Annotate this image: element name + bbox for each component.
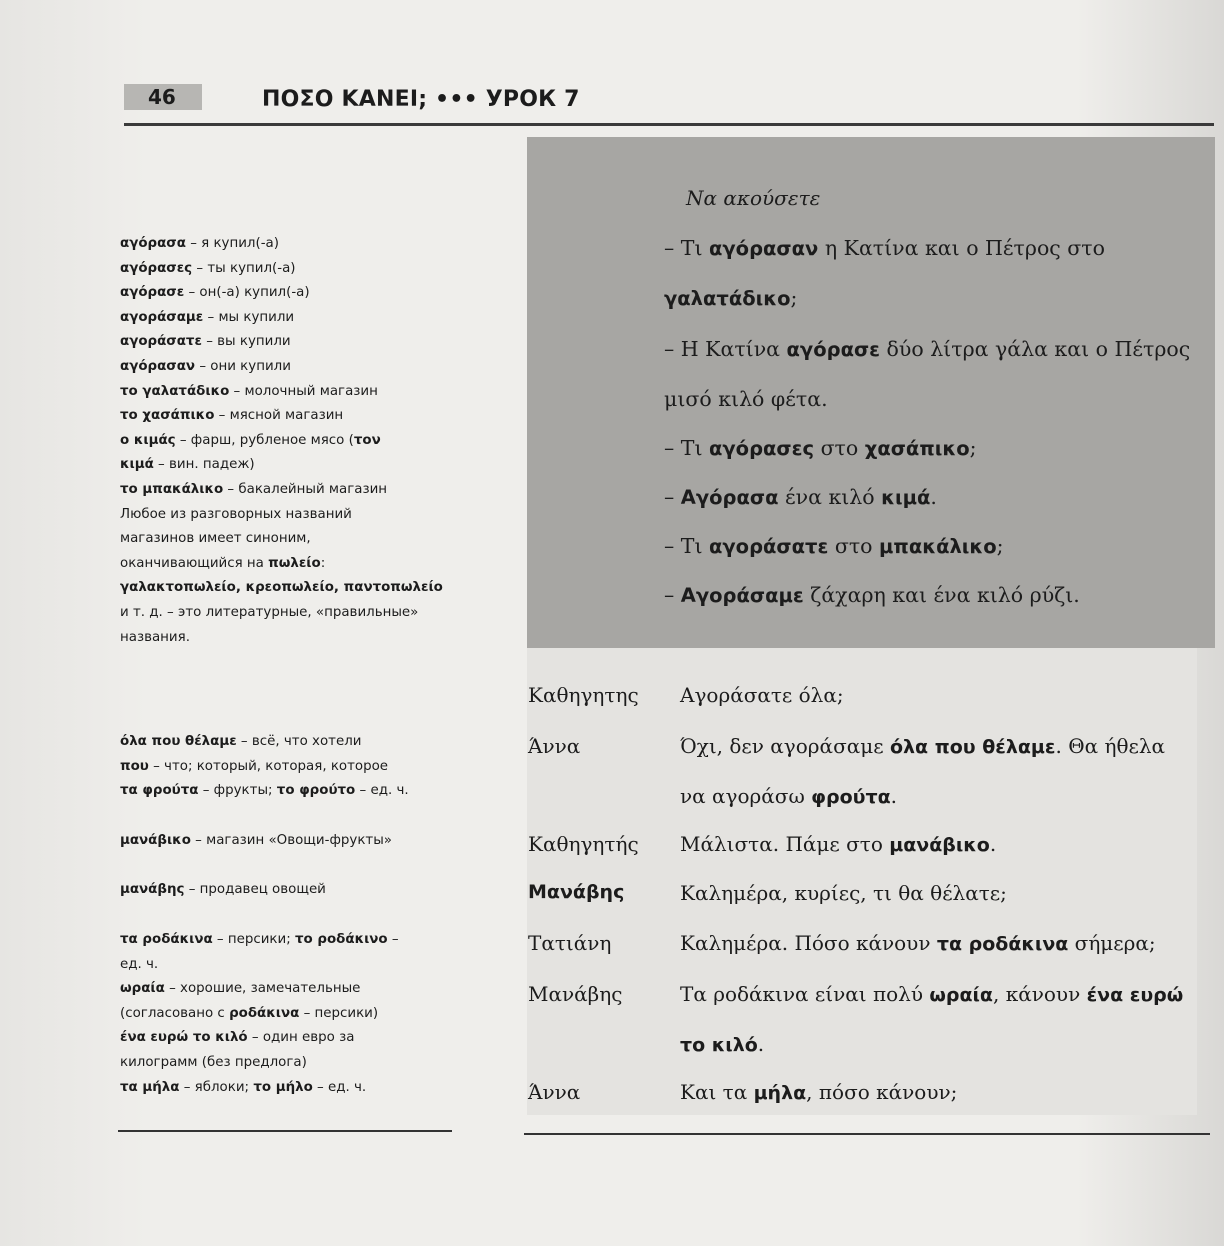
dialogue-line xyxy=(680,734,1165,758)
glossary-entry xyxy=(120,478,460,503)
highlighted-word: αγόρασαν xyxy=(709,237,819,260)
greek-term: μανάβικο xyxy=(120,833,191,848)
listening-line xyxy=(664,485,937,509)
highlighted-word: ωραία xyxy=(929,984,993,1006)
russian-gloss: – один евро за xyxy=(247,1030,355,1046)
greek-term: κιμά xyxy=(120,457,154,473)
greek-term: το ροδάκινο xyxy=(294,932,388,947)
greek-term: αγοράσατε xyxy=(120,334,202,350)
glossary-block-1 xyxy=(120,232,460,650)
russian-gloss: – хорошие, замечательные xyxy=(164,981,361,997)
glossary-entry xyxy=(120,829,460,854)
highlighted-word: Αγοράσαμε xyxy=(680,584,804,607)
glossary-block-4 xyxy=(120,878,460,903)
text-run: ; xyxy=(996,534,1004,558)
highlighted-word: αγόρασε xyxy=(786,338,881,361)
speaker-name: Καθηγητης xyxy=(528,683,639,707)
highlighted-word: όλα που θέλαμε xyxy=(889,736,1056,758)
russian-gloss: – я купил(-а) xyxy=(185,236,279,251)
text-run: ; xyxy=(790,286,798,310)
glossary-entry xyxy=(120,232,460,257)
glossary-entry xyxy=(120,1051,460,1076)
highlighted-word: το κιλό xyxy=(680,1034,758,1056)
greek-term: τα φρούτα xyxy=(120,783,199,799)
speaker-name: Μανάβης xyxy=(528,881,625,903)
greek-term: το χασάπικο xyxy=(120,408,215,424)
glossary-block-2 xyxy=(120,730,460,804)
speaker-name: Άννα xyxy=(528,1080,581,1104)
listening-exercise-box xyxy=(527,137,1215,648)
russian-gloss: (согласовано с xyxy=(120,1005,230,1021)
glossary-entry xyxy=(120,1026,460,1051)
greek-term: μανάβης xyxy=(120,882,185,897)
dialogue-bottom-rule xyxy=(524,1133,1210,1135)
russian-gloss: – ед. ч. xyxy=(312,1079,367,1095)
glossary-entry xyxy=(120,1002,460,1027)
dialogue-line xyxy=(680,931,1156,955)
listening-title: Να ακούσετε xyxy=(686,186,821,210)
greek-term: ωραία xyxy=(120,981,165,997)
russian-gloss: – что; который, которая, которое xyxy=(148,758,389,774)
greek-term: ο κιμάς xyxy=(120,432,176,448)
dialogue-line xyxy=(680,982,1183,1006)
glossary-entry xyxy=(120,527,460,552)
dialogue-line xyxy=(680,881,1007,905)
text-run: μισό κιλό φέτα. xyxy=(664,387,828,411)
glossary-entry xyxy=(120,306,460,331)
text-run: – xyxy=(664,583,681,607)
text-run: . xyxy=(930,485,937,509)
russian-gloss: и т. д. – это литературные, «правильные» xyxy=(120,604,419,620)
text-run: – Τι xyxy=(664,236,709,260)
russian-gloss: – бакалейный магазин xyxy=(223,481,388,497)
russian-gloss: – ты купил(-а) xyxy=(192,260,296,276)
russian-gloss: – ед. ч. xyxy=(355,783,409,799)
dialogue-line xyxy=(680,784,897,808)
text-run: . xyxy=(890,784,897,808)
greek-term: αγοράσαμε xyxy=(120,309,204,325)
greek-term: αγόρασαν xyxy=(120,358,196,374)
russian-gloss: – персики; xyxy=(212,932,295,947)
greek-term: ροδάκινα xyxy=(229,1005,300,1021)
text-run: στο xyxy=(828,534,880,558)
russian-gloss: магазинов имеет синоним, xyxy=(120,531,311,547)
greek-term: τα ροδάκινα xyxy=(120,932,213,947)
text-run: – xyxy=(664,485,681,509)
glossary-entry xyxy=(120,626,460,651)
russian-gloss: килограмм (без предлога) xyxy=(120,1054,307,1070)
highlighted-word: αγοράσατε xyxy=(709,535,829,558)
greek-term: ένα ευρώ το κιλό xyxy=(120,1030,248,1046)
glossary-entry xyxy=(120,755,460,780)
header-rule xyxy=(124,123,1214,126)
highlighted-word: γαλατάδικο xyxy=(664,287,791,310)
text-run: η Κατίνα και ο Πέτρος στο xyxy=(818,236,1105,260)
text-run: σήμερα; xyxy=(1068,931,1156,955)
russian-gloss: : xyxy=(320,555,326,571)
russian-gloss: – мясной магазин xyxy=(214,408,344,424)
russian-gloss: названия. xyxy=(120,629,190,645)
glossary-entry xyxy=(120,576,460,601)
highlighted-word: φρούτα xyxy=(811,786,891,808)
russian-gloss: – фрукты; xyxy=(198,783,277,799)
russian-gloss: – вин. падеж) xyxy=(153,457,255,473)
glossary-bottom-rule xyxy=(118,1130,452,1132)
glossary-entry xyxy=(120,779,460,804)
greek-term: το μήλο xyxy=(253,1079,313,1095)
listening-line xyxy=(664,337,1190,361)
russian-gloss: – молочный магазин xyxy=(229,383,378,399)
page-number: 46 xyxy=(148,85,176,109)
russian-gloss: – мы купили xyxy=(203,309,295,325)
greek-term: γαλακτοπωλείο, κρεοπωλείο, παντοπωλείο xyxy=(120,580,443,596)
dialogue-line xyxy=(680,832,996,856)
speaker-name: Μανάβης xyxy=(528,982,623,1006)
greek-term: αγόρασες xyxy=(120,260,193,276)
russian-gloss: оканчивающийся на xyxy=(120,555,269,571)
glossary-entry xyxy=(120,928,460,953)
glossary-entry xyxy=(120,552,460,577)
text-run: Τα ροδάκινα είναι πολύ xyxy=(680,982,930,1006)
text-run: Και τα xyxy=(680,1080,754,1104)
text-run: δύο λίτρα γάλα και ο Πέτρος xyxy=(880,337,1191,361)
speaker-name: Τατιάνη xyxy=(528,931,612,955)
glossary-entry xyxy=(120,380,460,405)
glossary-entry xyxy=(120,977,460,1002)
russian-gloss: – персики) xyxy=(299,1005,379,1021)
russian-gloss: – он(-а) купил(-а) xyxy=(184,285,310,301)
text-run: Αγοράσατε όλα; xyxy=(680,683,844,707)
listening-line xyxy=(664,236,1105,260)
text-run: . xyxy=(989,832,997,856)
russian-gloss: – фарш, рубленое мясо ( xyxy=(175,432,354,448)
russian-gloss: – всё, что хотели xyxy=(236,734,362,749)
highlighted-word: αγόρασες xyxy=(709,437,815,460)
glossary-entry xyxy=(120,429,460,454)
listening-line xyxy=(664,387,828,411)
greek-term: αγόρασα xyxy=(120,236,186,251)
russian-gloss: – они купили xyxy=(195,358,291,374)
text-run: , πόσο κάνουν; xyxy=(806,1080,958,1104)
russian-gloss: ед. ч. xyxy=(120,956,159,972)
highlighted-word: Αγόρασα xyxy=(680,486,779,509)
glossary-entry xyxy=(120,330,460,355)
glossary-entry xyxy=(120,257,460,282)
greek-term: το φρούτο xyxy=(276,783,356,799)
highlighted-word: ένα ευρώ xyxy=(1086,984,1184,1006)
greek-term: πωλείο xyxy=(268,555,321,571)
highlighted-word: μανάβικο xyxy=(889,834,990,856)
text-run: Μάλιστα. Πάμε στο xyxy=(680,832,890,856)
glossary-entry xyxy=(120,601,460,626)
dialogue-line xyxy=(680,1080,957,1104)
russian-gloss: – яблоки; xyxy=(179,1079,254,1095)
highlighted-word: χασάπικο xyxy=(864,437,970,460)
text-run: . xyxy=(757,1032,765,1056)
glossary-entry xyxy=(120,281,460,306)
text-run: Όχι, δεν αγοράσαμε xyxy=(680,734,890,758)
russian-gloss: – продавец овощей xyxy=(184,882,326,897)
text-run: στο xyxy=(814,436,865,460)
listening-line xyxy=(664,534,1004,558)
glossary-entry xyxy=(120,878,460,903)
text-run: – Τι xyxy=(664,436,709,460)
text-run: – Η Κατίνα xyxy=(664,337,787,361)
glossary-entry xyxy=(120,730,460,755)
greek-term: όλα που θέλαμε xyxy=(120,734,237,749)
glossary-entry xyxy=(120,404,460,429)
russian-gloss: – вы купили xyxy=(201,334,291,350)
text-run: – Τι xyxy=(664,534,709,558)
glossary-entry xyxy=(120,453,460,478)
russian-gloss: – xyxy=(387,932,399,947)
dialogue-line xyxy=(680,1032,764,1056)
glossary-entry xyxy=(120,1076,460,1101)
listening-line xyxy=(664,436,977,460)
listening-line xyxy=(664,286,797,310)
russian-gloss: Любое из разговорных названий xyxy=(120,506,352,522)
text-run: Καλημέρα. Πόσο κάνουν xyxy=(680,931,937,955)
speaker-name: Καθηγητής xyxy=(528,832,639,856)
text-run: να αγοράσω xyxy=(680,784,812,808)
russian-gloss: – магазин «Овощи-фрукты» xyxy=(190,833,392,848)
glossary-entry xyxy=(120,355,460,380)
greek-term: το μπακάλικο xyxy=(120,481,224,497)
text-run: Καλημέρα, κυρίες, τι θα θέλατε; xyxy=(680,881,1007,905)
glossary-block-3 xyxy=(120,829,460,854)
running-head: ΠΟΣΟ ΚΑΝΕΙ; ••• УРОК 7 xyxy=(262,87,580,112)
greek-term: το γαλατάδικο xyxy=(120,383,230,399)
greek-term: που xyxy=(120,758,149,774)
glossary-entry xyxy=(120,503,460,528)
text-run: ζάχαρη και ένα κιλό ρύζι. xyxy=(803,583,1080,607)
greek-term: τα μήλα xyxy=(120,1079,180,1095)
glossary-entry xyxy=(120,953,460,978)
glossary-block-5 xyxy=(120,928,460,1100)
dialogue-line xyxy=(680,683,844,707)
highlighted-word: τα ροδάκινα xyxy=(936,933,1069,955)
greek-term: αγόρασε xyxy=(120,285,185,301)
speaker-name: Άννα xyxy=(528,734,581,758)
text-run: ; xyxy=(969,436,977,460)
greek-term: τον xyxy=(353,432,381,448)
listening-line xyxy=(664,583,1080,607)
highlighted-word: μήλα xyxy=(753,1082,807,1104)
text-run: , κάνουν xyxy=(992,982,1087,1006)
highlighted-word: κιμά xyxy=(881,486,931,509)
text-run: . Θα ήθελα xyxy=(1055,734,1166,758)
highlighted-word: μπακάλικο xyxy=(879,535,997,558)
text-run: ένα κιλό xyxy=(778,485,882,509)
